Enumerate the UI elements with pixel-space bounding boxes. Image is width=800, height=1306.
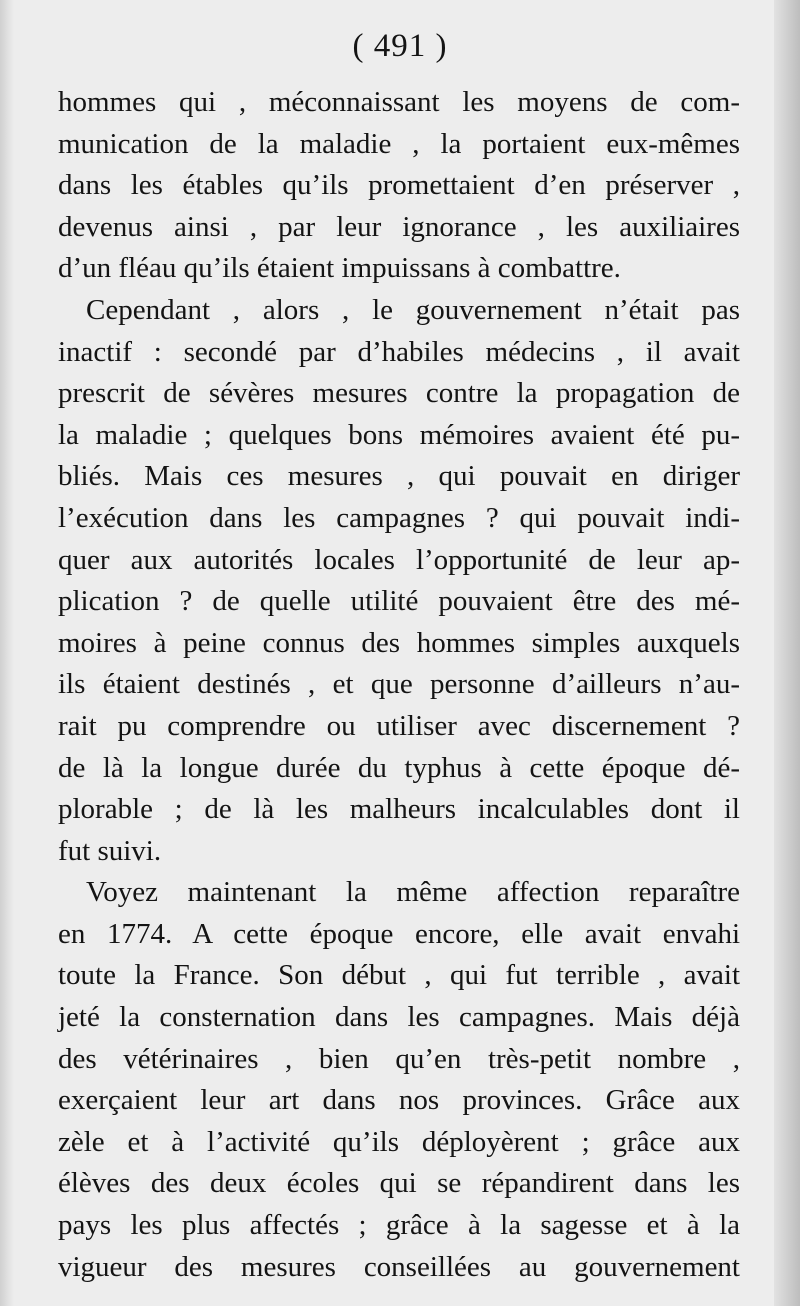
text-line: prescrit de sévères mesures contre la propagation de (58, 377, 740, 410)
page-edge-shadow (774, 0, 800, 1306)
text-line: des vétérinaires , bien qu’en très-petit nombre , (58, 1042, 740, 1075)
text-line: quer aux autorités locales l’opportunité de leur ap- (58, 543, 740, 576)
text-line: dans les étables qu’ils promettaient d’en préserver , (58, 169, 740, 202)
text-line: hommes qui , méconnaissant les moyens de com- (58, 86, 740, 118)
body-text (58, 82, 740, 1288)
text-line: bliés. Mais ces mesures , qui pouvait en diriger (58, 460, 740, 493)
text-line: plication ? de quelle utilité pouvaient être des mé- (58, 585, 740, 618)
text-line: rait pu comprendre ou utiliser avec discernement ? (58, 709, 740, 742)
text-line: moires à peine connus des hommes simples auxquels (58, 626, 740, 659)
page-gutter-shadow (0, 0, 14, 1306)
text-line: devenus ainsi , par leur ignorance , les auxiliaires (58, 210, 740, 243)
text-line: zèle et à l’activité qu’ils déployèrent ; grâce aux (58, 1125, 740, 1158)
text-line: pays les plus affectés ; grâce à la sagesse et à la (58, 1209, 740, 1242)
page-number: ( 491 ) (352, 28, 448, 64)
text-line: d’un fléau qu’ils étaient impuissans à combattre. (58, 252, 621, 285)
text-line: inactif : secondé par d’habiles médecins , il avait (58, 335, 740, 368)
text-line: de là la longue durée du typhus à cette époque dé- (58, 751, 740, 784)
text-line: la maladie ; quelques bons mémoires avaient été pu- (58, 418, 740, 451)
text-line: munication de la maladie , la portaient eux-mêmes (58, 127, 740, 160)
text-line: plorable ; de là les malheurs incalculables dont il (58, 793, 740, 826)
text-line: fut suivi. (58, 834, 162, 867)
text-line: vigueur des mesures conseillées au gouvernement (58, 1250, 740, 1283)
text-line: exerçaient leur art dans nos provinces. Grâce aux (58, 1084, 740, 1117)
text-line: Cependant , alors , le gouvernement n’était pas (86, 293, 740, 326)
text-line: élèves des deux écoles qui se répandirent dans les (58, 1167, 740, 1200)
text-line: toute la France. Son début , qui fut terrible , avait (58, 959, 740, 992)
text-line: Voyez maintenant la même affection reparaître (86, 876, 740, 909)
text-line: jeté la consternation dans les campagnes. Mais déjà (58, 1001, 740, 1034)
text-line: en 1774. A cette époque encore, elle avait envahi (58, 917, 740, 950)
text-line: l’exécution dans les campagnes ? qui pouvait indi- (58, 501, 740, 534)
text-line: ils étaient destinés , et que personne d’ailleurs n’au- (58, 668, 740, 701)
